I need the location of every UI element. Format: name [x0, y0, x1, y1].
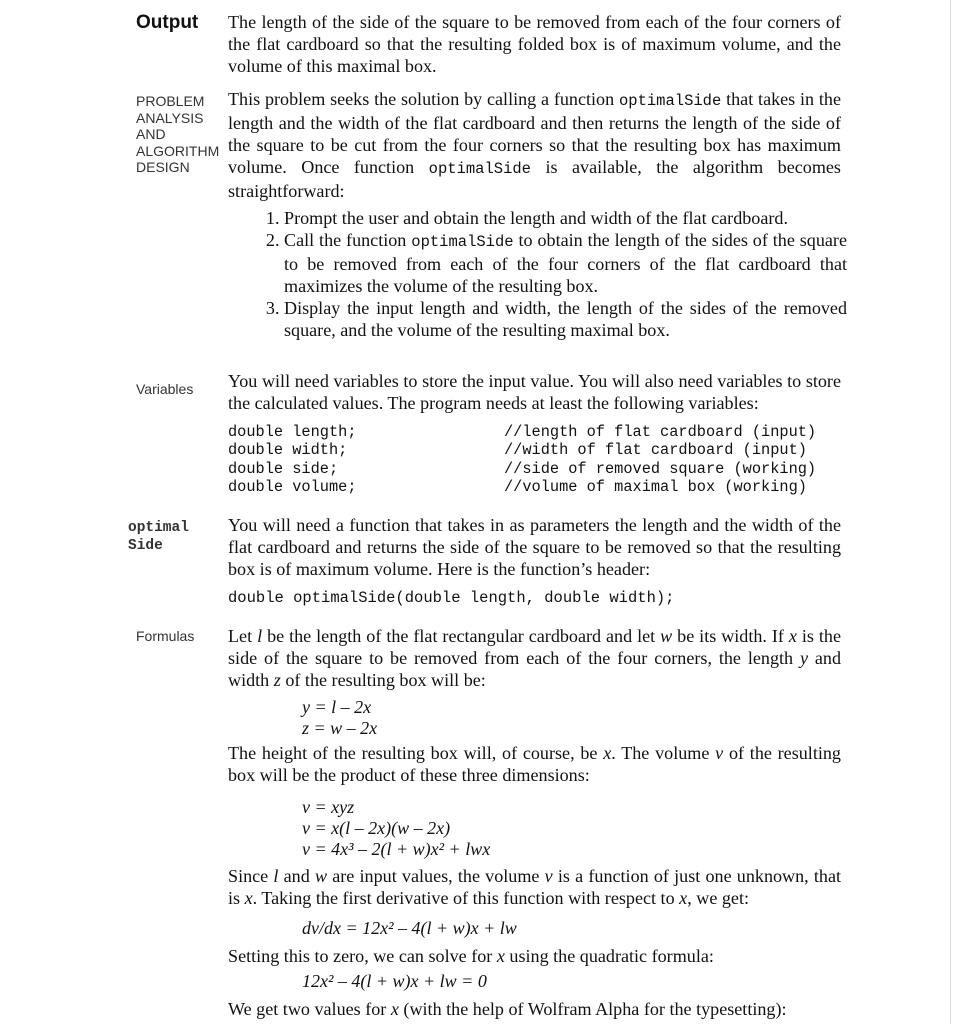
- dimension-equations: [302, 697, 377, 739]
- variables-paragraph: You will need variables to store the input value. You will also need variables to store the calculated values. The program needs at least the following variables:: [228, 371, 841, 413]
- var-x: x: [390, 999, 399, 1019]
- text-run: be its width. If: [677, 626, 784, 646]
- variable-decl: double width;: [228, 441, 348, 460]
- variables-label: Variables: [136, 381, 194, 397]
- problem-analysis-text: [228, 88, 841, 202]
- variable-row: [228, 478, 848, 496]
- variable-comment: //width of flat cardboard (input): [504, 441, 807, 460]
- text-run: of the resulting box will be:: [285, 670, 486, 690]
- text-run: Let: [228, 626, 253, 646]
- text-run: is a function of just one unknown, that is: [228, 866, 841, 908]
- text-run: and width: [228, 648, 842, 690]
- variable-comment: //volume of maximal box (working): [504, 477, 807, 496]
- variables-code-block: [228, 423, 848, 496]
- var-w: w: [314, 866, 328, 886]
- function-name-inline: optimalSide: [411, 233, 514, 251]
- step2-text: to obtain the length of the sides of the square to be removed from each of the four corners of the flat cardboard that maximizes the volume of the resulting box.: [284, 230, 847, 296]
- setting-text: [228, 945, 843, 967]
- text-run: Setting this to zero, we can solve for: [228, 946, 493, 966]
- variable-comment: //length of flat cardboard (input): [504, 423, 817, 441]
- output-paragraph: The length of the side of the square to be removed from each of the four corners of the flat cardboard so that the resulting folded box is of maximum volume, and the volume of this maximal box.: [228, 12, 841, 76]
- height-text: [228, 742, 841, 786]
- variable-row: [228, 460, 848, 478]
- since-text: [228, 865, 841, 909]
- since-paragraph: [228, 865, 841, 909]
- function-name-inline: optimalSide: [618, 92, 722, 110]
- text-run: be the length of the flat rectangular cardboard and let: [267, 626, 656, 646]
- text-run: using the quadratic formula:: [509, 946, 714, 966]
- variable-row: [228, 441, 848, 459]
- algorithm-step: 3. Display the input length and width, the length of the sides of the removed square, and the volume of the resulting maximal box.: [284, 297, 847, 341]
- formulas-intro: [228, 625, 841, 691]
- var-l: l: [273, 866, 279, 886]
- text-run: The height of the resulting box will, of course, be: [228, 743, 598, 763]
- equation-z: z = w – 2x: [302, 718, 378, 738]
- text-run: , we get:: [687, 888, 750, 908]
- var-l: l: [257, 626, 263, 646]
- function-header-code: double optimalSide(double length, double width);: [228, 589, 675, 607]
- var-v: v: [715, 743, 724, 763]
- text-run: and: [283, 866, 310, 886]
- function-name-inline: optimalSide: [428, 160, 531, 178]
- text-run: is the side of the square to be removed from each of the four corners, the length: [228, 626, 841, 668]
- var-v: v: [544, 866, 553, 886]
- var-z: z: [273, 670, 281, 690]
- var-w: w: [660, 626, 673, 646]
- algorithm-steps: [228, 207, 847, 341]
- problem-analysis-label: PROBLEM ANALYSIS AND ALGORITHM DESIGN: [136, 93, 220, 175]
- height-paragraph: [228, 742, 841, 786]
- last-text: [228, 998, 843, 1020]
- variables-text: [228, 370, 841, 414]
- var-x: x: [603, 743, 612, 763]
- text-run: of the resulting box will be the product of these three dimensions:: [228, 743, 841, 785]
- var-x: x: [496, 946, 505, 966]
- formulas-intro-paragraph: [228, 625, 841, 691]
- equation-y: y = l – 2x: [302, 697, 372, 717]
- algorithm-step: 1. Prompt the user and obtain the length and width of the flat cardboard.: [284, 207, 847, 229]
- output-label: Output: [136, 12, 199, 33]
- variable-row: [228, 423, 848, 441]
- text-run: . The volume: [611, 743, 710, 763]
- optimal-side-label-line1: optimal: [128, 520, 189, 536]
- variable-decl: double side;: [228, 459, 339, 478]
- text-run: We get two values for: [228, 999, 387, 1019]
- derivative-equation: dv/dx = 12x² – 4(l + w)x + lw: [302, 918, 517, 938]
- var-x: x: [679, 888, 688, 908]
- formulas-label: Formulas: [136, 628, 195, 644]
- equation-v1: v = xyz: [302, 797, 355, 817]
- var-x: x: [244, 888, 253, 908]
- optimal-side-paragraph: You will need a function that takes in as parameters the length and the width of the flat cardboard and returns the side of the square to be removed so that the resulting box is of maximum volume. Here is the function’s header:: [228, 515, 841, 579]
- problem-text-2: that takes in the length and the width of the flat cardboard and then returns the length of the side of the square to be cut from the four corners so that the resulting box has maximum volume. Once function: [228, 89, 842, 177]
- text-run: are input values, the volume: [332, 866, 540, 886]
- equation-v3: v = 4x³ – 2(l + w)x² + lwx: [302, 839, 491, 859]
- algorithm-step: [284, 229, 847, 297]
- problem-text-1: This problem seeks the solution by calling a function: [228, 89, 615, 109]
- optimal-side-label-line2: Side: [128, 538, 163, 554]
- problem-paragraph: [228, 88, 841, 202]
- variable-comment: //side of removed square (working): [504, 459, 817, 478]
- variable-decl: double volume;: [228, 477, 357, 496]
- text-run: Since: [228, 866, 269, 886]
- step2-prefix: Call the function: [284, 230, 407, 250]
- quadratic-equation: 12x² – 4(l + w)x + lw = 0: [302, 971, 487, 991]
- text-run: (with the help of Wolfram Alpha for the typesetting):: [403, 999, 787, 1019]
- problem-text-3: is available, the algorithm becomes straightforward:: [228, 157, 841, 201]
- optimal-side-text: [228, 514, 841, 580]
- var-y: y: [799, 648, 808, 668]
- variable-decl: double length;: [228, 423, 357, 441]
- output-text: [228, 11, 841, 77]
- var-x: x: [788, 626, 797, 646]
- page-edge-divider: [950, 0, 951, 1024]
- text-run: . Taking the first derivative of this function with respect to: [252, 888, 675, 908]
- volume-equations: [302, 797, 490, 860]
- equation-v2: v = x(l – 2x)(w – 2x): [302, 818, 451, 838]
- optimal-side-label: [128, 519, 214, 555]
